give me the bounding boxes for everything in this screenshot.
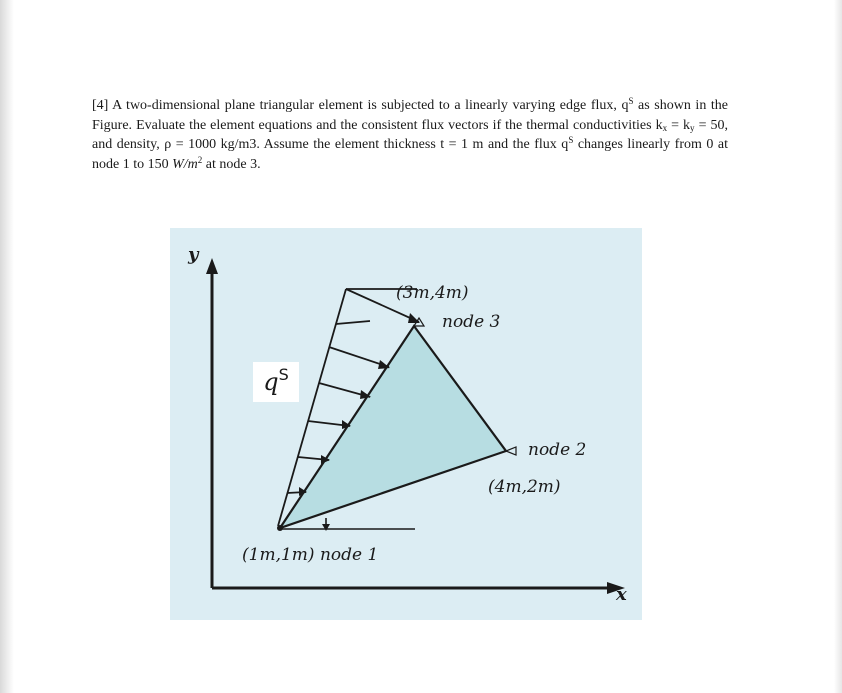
node2-marker [506,447,516,455]
triangle-element-figure [170,228,642,620]
node3-coordinate: (3m,4m) [396,283,469,303]
problem-statement [92,96,728,174]
flux-symbol-superscript: S [278,365,289,384]
problem-sentence-1b: as shown in the Figure. Evaluate the element equations and the consistent flux vectors if the thermal conductivities k [92,98,728,133]
k-equals: = k [667,117,691,133]
node1-marker [277,525,283,531]
problem-number: [4] [92,98,109,113]
problem-ending: at node 3. [202,156,261,172]
node2-coordinate: (4m,2m) [488,477,561,497]
x-axis-label: x [616,584,627,605]
node2-label: node 2 [528,440,587,460]
y-axis-label: y [188,244,199,265]
kx-subscript: x [662,122,668,133]
ky-subscript: y [690,122,695,133]
flux-superscript-2: S [568,135,574,145]
page-shadow-left [0,0,14,693]
problem-sentence-2: = 50, and density, ρ = 1000 kg/m3. Assume the element thickness t = 1 m and the flux q [92,117,728,152]
flux-unit: W/m [172,156,198,172]
problem-sentence-3: changes linearly from 0 at node 1 to 150 [92,137,728,172]
flux-label [253,362,299,402]
node1-label: (1m,1m) node 1 [242,545,379,565]
y-axis-arrowhead [206,258,218,274]
page-shadow-right [834,0,842,693]
flux-superscript-1: S [628,96,634,106]
problem-sentence-1a: A two-dimensional plane triangular element is subjected to a linearly varying edge flux, q [108,98,629,113]
node1-down-arrowhead [322,524,330,531]
flux-symbol: q [263,368,279,396]
flux-unit-exponent: 2 [197,154,203,165]
triangular-element [280,326,506,528]
node3-label: node 3 [442,312,501,332]
